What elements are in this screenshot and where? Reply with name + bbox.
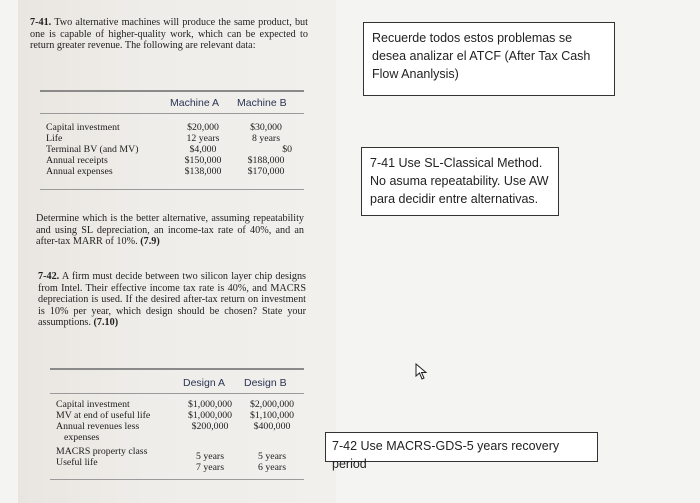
problem-742-number: 7-42. (38, 271, 60, 282)
table-741-bottom-rule (40, 189, 304, 190)
table-cell: 12 years (186, 133, 220, 144)
table-row: MACRS property class (56, 446, 148, 457)
table-cell: $30,000 (250, 122, 282, 133)
table-742-header-b: Design B (244, 377, 287, 389)
table-cell: $4,000 (189, 144, 217, 155)
macrs-note-text: 7-42 Use MACRS-GDS-5 years recovery period (332, 439, 560, 471)
problem-741-question-text: Determine which is the better alternative, assuming repeatability and using SL depreciation, an income-tax rate of 40%, and an after-tax MARR of 10%. (36, 213, 304, 247)
problem-742-body: A firm must decide between two silicon layer chip designs from Intel. Their effective income tax rate is 40%, and MACRS depreciation is used. If the desired after-tax return on investment is 10% per year, which design should be chosen? State your assumptions. (38, 271, 306, 328)
table-row: MV at end of useful life (56, 410, 151, 421)
table-742-header-rule (50, 393, 304, 394)
table-row: Terminal BV (and MV) (46, 144, 139, 155)
sl-note-line: 7-41 Use SL-Classical Method. (370, 156, 543, 170)
table-cell: 5 years (195, 451, 225, 462)
table-row: Useful life (56, 457, 98, 468)
sl-note-line: No asuma repeatability. Use AW (370, 174, 549, 188)
table-cell: $138,000 (184, 166, 222, 177)
sl-method-note-box (361, 147, 559, 216)
table-cell: $188,000 (247, 155, 285, 166)
table-row: Capital investment (56, 399, 130, 410)
sl-note-line: para decidir entre alternativas. (370, 192, 539, 206)
problem-742-ref: (7.10) (93, 317, 119, 328)
table-741-header-rule (40, 113, 304, 114)
table-741-header-a: Machine A (170, 97, 220, 109)
table-742-bottom-rule (50, 479, 304, 480)
table-row: Capital investment (46, 122, 120, 133)
table-742-header-a: Design A (183, 377, 226, 389)
table-741-top-rule (40, 90, 304, 92)
table-cell: $1,000,000 (187, 410, 233, 421)
table-cell: 8 years (251, 133, 281, 144)
atcf-note-line: Flow Ananlysis) (372, 67, 459, 81)
table-cell: $2,000,000 (249, 399, 295, 410)
table-cell: $150,000 (184, 155, 222, 166)
table-cell: $20,000 (187, 122, 219, 133)
table-row: Annual receipts (46, 155, 108, 166)
problem-742-text (38, 271, 306, 329)
table-row: Annual revenues less (56, 421, 140, 432)
problem-741-number: 7-41. (30, 17, 52, 28)
mouse-cursor-icon (415, 363, 431, 381)
table-cell: $170,000 (247, 166, 285, 177)
table-row: expenses (64, 432, 100, 443)
table-cell: $200,000 (191, 421, 229, 432)
table-cell: $400,000 (253, 421, 291, 432)
table-cell: 6 years (257, 462, 287, 473)
problem-741-body: Two alternative machines will produce the same product, but one is capable of higher-quality work, which can be expected to return greater revenue. The following are relevant data: (30, 17, 308, 51)
atcf-note-box (363, 22, 615, 96)
problem-741-ref: (7.9) (140, 236, 160, 247)
table-cell: $1,000,000 (187, 399, 233, 410)
problem-741-text (30, 17, 308, 52)
table-742-top-rule (50, 368, 304, 370)
table-cell: 5 years (257, 451, 287, 462)
table-cell: 7 years (195, 462, 225, 473)
problem-741-question (36, 213, 304, 248)
table-cell: $1,100,000 (249, 410, 295, 421)
table-row: Annual expenses (46, 166, 113, 177)
atcf-note-line: Recuerde todos estos problemas se (372, 31, 573, 45)
atcf-note-line: desea analizar el ATCF (After Tax Cash (372, 49, 591, 63)
table-cell: $0 (282, 144, 292, 155)
table-row: Life (46, 133, 63, 144)
macrs-note-box (325, 432, 598, 471)
table-741-header-b: Machine B (237, 97, 287, 109)
